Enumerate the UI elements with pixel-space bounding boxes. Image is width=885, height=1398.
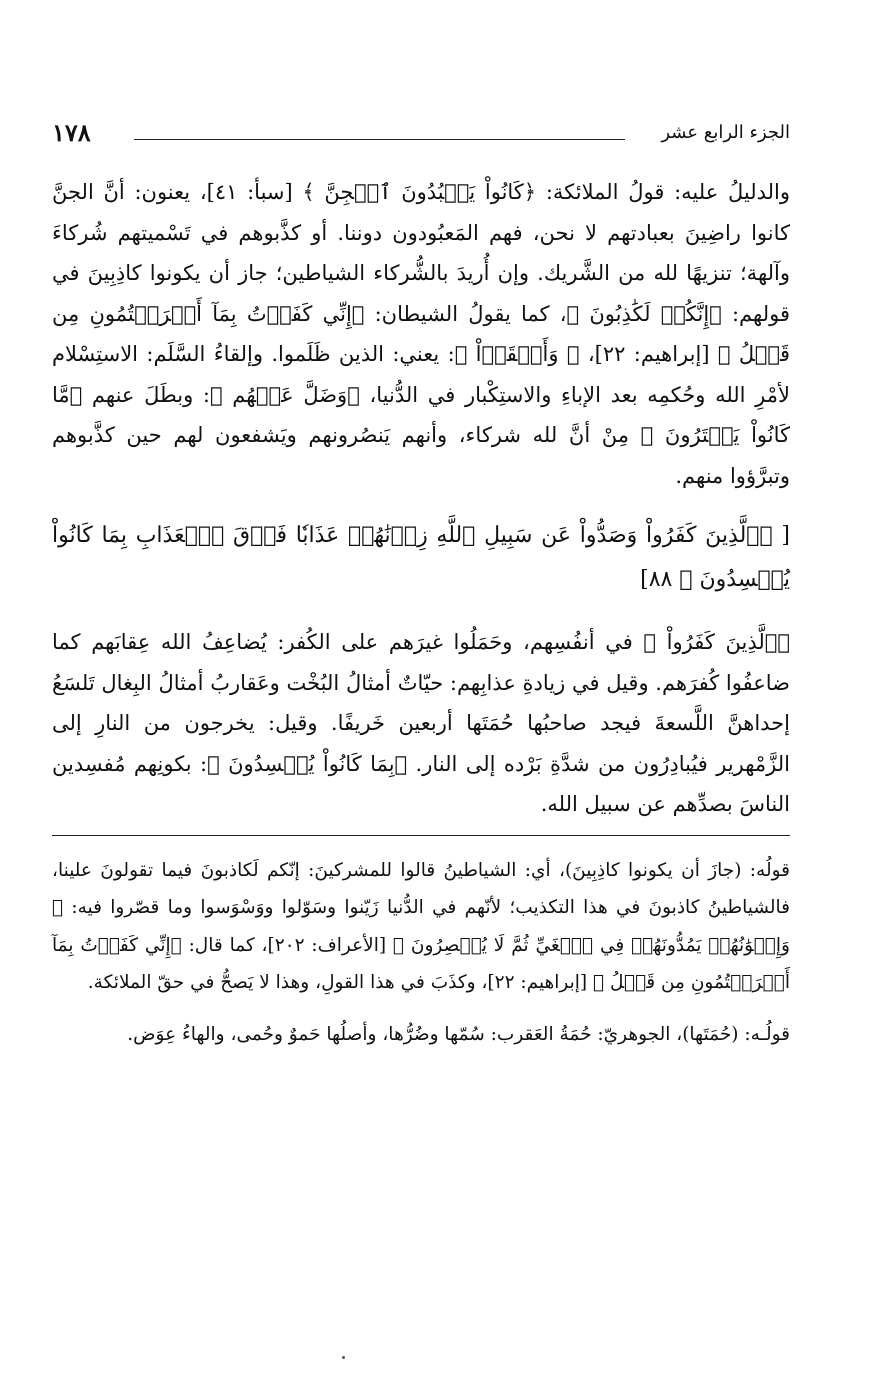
commentary-notes [52, 852, 790, 1054]
print-speck [342, 1356, 345, 1359]
page-header [52, 118, 790, 158]
main-text [52, 172, 790, 825]
main-paragraph: والدليلُ عليه: قولُ الملائكة: ﴿كَانُواْ يَعۡبُدُونَ ٱلۡجِنَّ ﴾ [سبأ: ٤١]، يعنون: أنَّ الجنَّ كانوا راضِينَ بعبادتهم لا نحن، فهم المَعبُودون دوننا. أو كذَّبوهم في تَسْميتهم شُركاءَ وآلهة؛ تنزيهًا لله من الشَّريك. وإن أُريدَ بالشُّركاء الشياطين؛ جاز أن يكونوا كاذِبِينَ في قولهم: ﴿إِنَّكُمۡ لَكَٰذِبُونَ ﴾، كما يقولُ الشيطان: ﴿إِنِّي كَفَرۡتُ بِمَآ أَشۡرَكۡتُمُونِ مِن قَبۡلُ ﴾ [إبراهيم: ٢٢]، ﴿ وَأَلۡقَوۡاْ ﴾: يعني: الذين ظَلَموا. وإلقاءُ السَّلَم: الاستِسْلام لأمْرِ الله وحُكمِه بعد الإباءِ والاستِكْبار في الدُّنيا، ﴿وَضَلَّ عَنۡهُم ﴾: وبطَلَ عنهم ﴿مَّا كَانُواْ يَفۡتَرُونَ ﴾ مِنْ أنَّ لله شركاء، وأنهم يَنصُرونهم ويَشفعون لهم حين كذَّبوهم وتبرَّؤوا منهم. [52, 180, 791, 488]
commentary-paragraph: قولُه: (جازَ أن يكونوا كاذِبِينَ)، أي: الشياطينُ قالوا للمشركينَ: إنّكم لَكاذبونَ فيما تقولونَ علينا، فالشياطينُ كاذبونَ في هذا التكذيب؛ لأنّهم في الدُّنيا زَيّنوا وسَوّلوا ووَسْوَسوا وما قصّروا فيه: ﴿ وَإِخۡوَٰنُهُمۡ يَمُدُّونَهُمۡ فِي ٱلۡغَيِّ ثُمَّ لَا يُقۡصِرُونَ ﴾ [الأعراف: ٢٠٢]، كما قال: ﴿إِنِّي كَفَرۡتُ بِمَآ أَشۡرَكۡتُمُونِ مِن قَبۡلُ ﴾ [إبراهيم: ٢٢]، وكذَبَ في هذا القولِ، وهذا لا يَصحُّ في حقّ الملائكة. [52, 859, 790, 993]
page-body [52, 172, 790, 1053]
page-number: ١٧٨ [52, 118, 91, 147]
quran-verse-block: [ ﴿ٱلَّذِينَ كَفَرُواْ وَصَدُّواْ عَن سَبِيلِ ٱللَّهِ زِدۡنَٰهُمۡ عَذَابٗا فَوۡقَ ٱلۡعَذَابِ بِمَا كَانُواْ يُفۡسِدُونَ ﴾ ٨٨] [52, 523, 790, 592]
main-paragraph: ﴿ٱلَّذِينَ كَفَرُواْ ﴾ في أنفُسِهم، وحَمَلُوا غيرَهم على الكُفر: يُضاعِفُ الله عِقابَهم كما ضاعفُوا كُفرَهم. وقيل في زيادةِ عذابِهم: حيّاتٌ أمثالُ البُخْت وعَقاربُ أمثالُ البِغال تَلسَعُ إحداهنَّ اللَّسعةَ فيجد صاحبُها حُمَتَها أربعين خَريفًا. وقيل: يخرجون من النارِ إلى الزَّمْهرير فيُبادِرُون من شدَّةِ بَرْده إلى النار. ﴿بِمَا كَانُواْ يُفۡسِدُونَ ﴾: بكونِهم مُفسِدين الناسَ بصدِّهم عن سبيل الله. [52, 630, 790, 816]
header-rule [134, 139, 625, 140]
footnote-separator [52, 835, 790, 836]
running-title: الجزء الرابع عشر [661, 122, 790, 143]
commentary-paragraph: قولُـه: (حُمَتَها)، الجوهريّ: حُمَةُ العَقرب: سُمّها وضُرُّها، وأصلُها حَموٌ وحُمى، والهاءُ عِوَض. [127, 1023, 790, 1045]
